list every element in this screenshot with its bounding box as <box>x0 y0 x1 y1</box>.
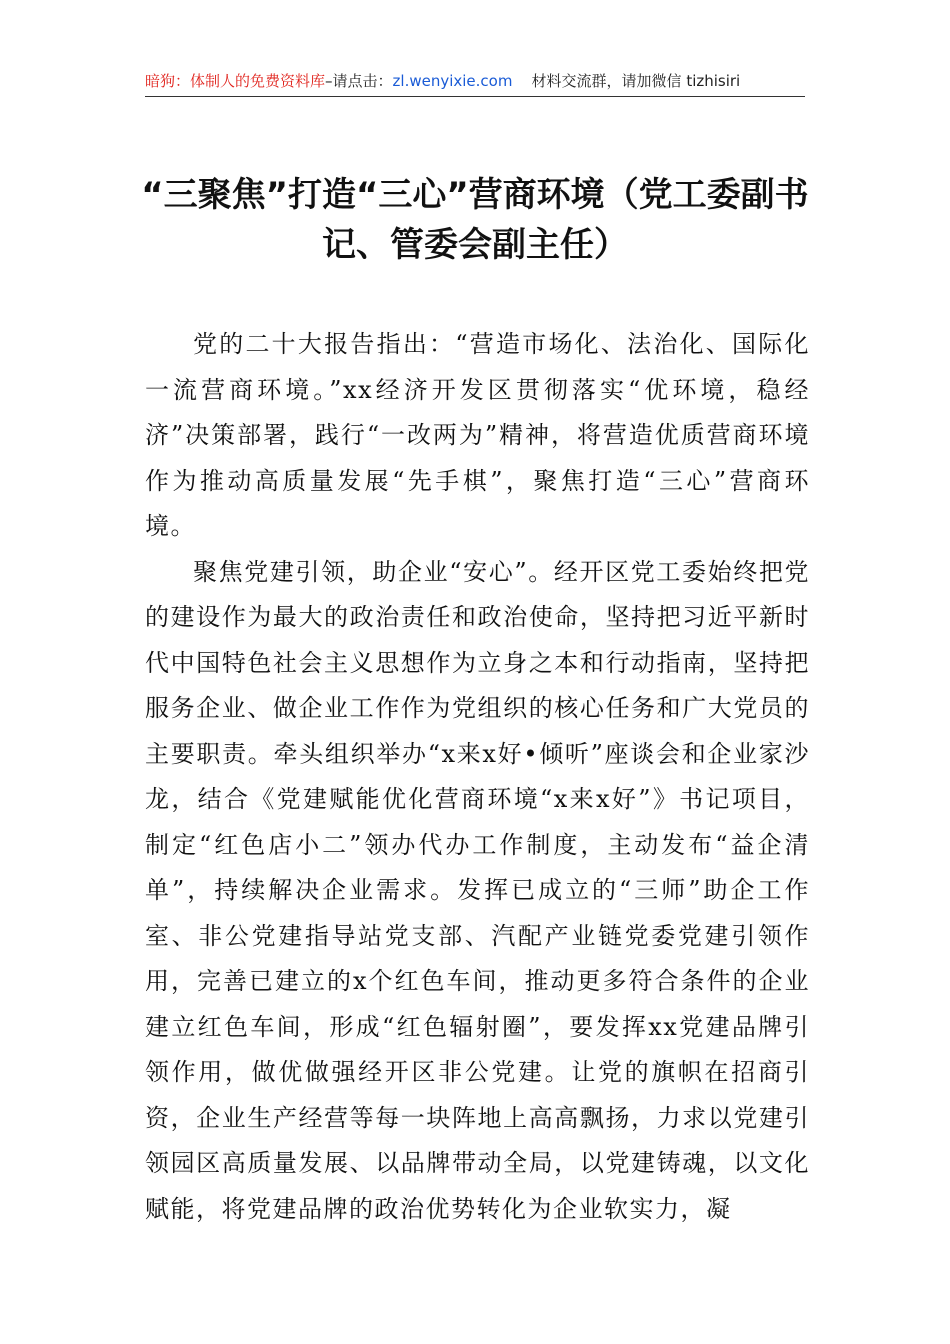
paragraph-2: 聚焦党建引领，助企业“安心”。经开区党工委始终把党的建设作为最大的政治责任和政治使命，坚持把习近平新时代中国特色社会主义思想作为立身之本和行动指南，坚持把服务企业、做企业工作作为党组织的核心任务和广大党员的主要职责。牵头组织举办“x来x好•倾听”座谈会和企业家沙龙，结合《党建赋能优化营商环境“x来x好”》书记项目，制定“红色店小二”领办代办工作制度，主动发布“益企清单”，持续解决企业需求。发挥已成立的“三师”助企工作室、非公党建指导站党支部、汽配产业链党委党建引领作用，完善已建立的x个红色车间，推动更多符合条件的企业建立红色车间，形成“红色辐射圈”，要发挥xx党建品牌引领作用，做优做强经开区非公党建。让党的旗帜在招商引资，企业生产经营等每一块阵地上高高飘扬，力求以党建引领园区高质量发展、以品牌带动全局，以党建铸魂，以文化赋能，将党建品牌的政治优势转化为企业软实力，凝 <box>145 557 810 1223</box>
document-body <box>145 322 810 1232</box>
header-url-link[interactable]: zl.wenyixie.com <box>392 72 513 90</box>
header-brand-link[interactable]: 暗狗：体制人的免费资料库 <box>145 72 326 90</box>
header-click-prefix: –请点击： <box>325 72 393 90</box>
paragraph-1: 党的二十大报告指出：“营造市场化、法治化、国际化一流营商环境。”xx经济开发区贯彻落实“优环境，稳经济”决策部署，践行“一改两为”精神，将营造优质营商环境作为推动高质量发展“先手棋”，聚焦打造“三心”营商环境。 <box>145 330 810 540</box>
header-banner <box>145 66 805 96</box>
header-group-text: 材料交流群，请加微信 tizhisiri <box>531 72 741 90</box>
header-spacer <box>512 72 531 90</box>
header-divider <box>145 96 805 97</box>
document-title: “三聚焦”打造“三心”营商环境（党工委副书记、管委会副主任） <box>141 175 809 265</box>
